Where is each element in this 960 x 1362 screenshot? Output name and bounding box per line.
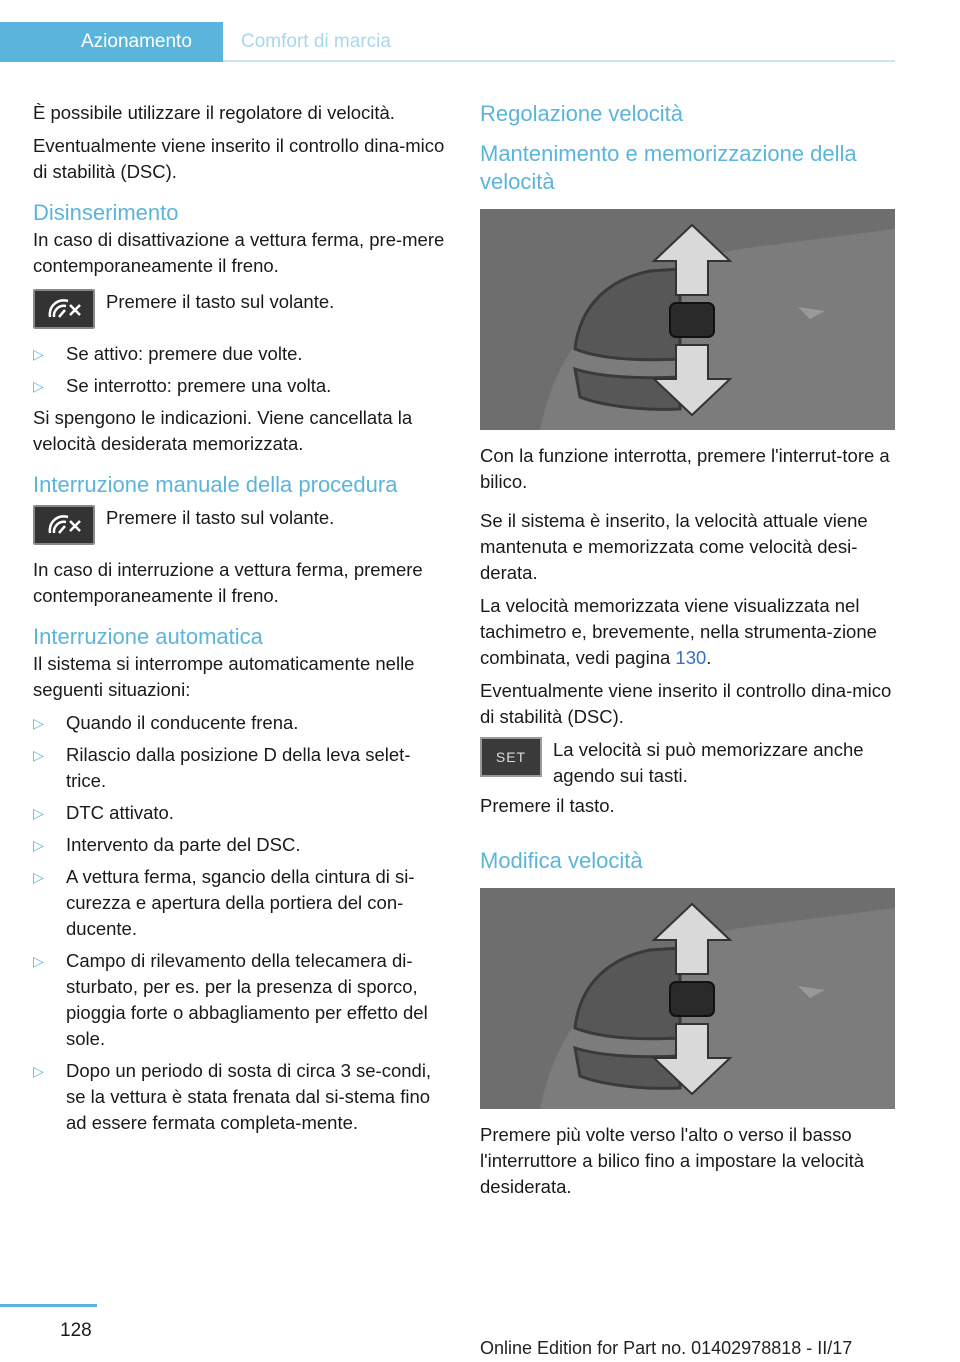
page-header — [0, 22, 895, 62]
steering-wheel-rocker-image — [480, 209, 895, 430]
header-rule — [223, 60, 895, 62]
icon-caption: La velocità si può memorizzare anche agendo sui tasti. — [553, 739, 864, 786]
paragraph-text: . — [706, 647, 712, 668]
paragraph: Con la funzione interrotta, premere l'interrut‐tore a bilico. — [480, 445, 890, 492]
bullet-list — [33, 341, 448, 399]
list-item — [33, 373, 448, 399]
list-item — [33, 341, 448, 367]
icon-row — [33, 505, 448, 545]
list-item — [33, 1058, 448, 1136]
list-item-text: Quando il conducente frena. — [66, 712, 299, 733]
icon-row — [480, 737, 895, 789]
paragraph: Premere il tasto. — [480, 795, 615, 816]
list-item — [33, 800, 448, 826]
bullet-icon: ▷ — [33, 346, 44, 362]
bullet-icon: ▷ — [33, 953, 44, 969]
list-item-text: A vettura ferma, sgancio della cintura di si‐curezza e apertura della portiera del con‐ducente. — [66, 866, 415, 939]
bullet-icon: ▷ — [33, 747, 44, 763]
bullet-icon: ▷ — [33, 715, 44, 731]
list-item — [33, 742, 448, 794]
set-button-icon: SET — [480, 737, 542, 777]
bullet-icon: ▷ — [33, 805, 44, 821]
bullet-icon: ▷ — [33, 837, 44, 853]
paragraph: In caso di disattivazione a vettura ferma, pre‐mere contemporaneamente il freno. — [33, 229, 445, 276]
paragraph: È possibile utilizzare il regolatore di velocità. — [33, 102, 395, 123]
list-item — [33, 864, 448, 942]
paragraph: Se il sistema è inserito, la velocità attuale viene mantenuta e memorizzata come velocità desi‐derata. — [480, 510, 868, 583]
left-column — [33, 100, 448, 1142]
heading-modifica-velocita: Modifica velocità — [480, 848, 643, 873]
steering-wheel-rocker-image — [480, 888, 895, 1109]
right-column — [480, 100, 895, 1207]
list-item-text: Dopo un periodo di sosta di circa 3 se‐condi, se la vettura è stata frenata dal si‐stema fino ad essere fermata completa‐mente. — [66, 1060, 432, 1133]
paragraph: Il sistema si interrompe automaticamente nelle seguenti situazioni: — [33, 653, 415, 700]
heading-regolazione-velocita: Regolazione velocità — [480, 101, 684, 126]
paragraph: Si spengono le indicazioni. Viene cancellata la velocità desiderata memorizzata. — [33, 407, 413, 454]
edition-note: Online Edition for Part no. 01402978818 - II/17 — [480, 1338, 853, 1358]
page-reference-link[interactable]: 130 — [675, 647, 707, 668]
list-item — [33, 948, 448, 1052]
list-item-text: Rilascio dalla posizione D della leva selet‐trice. — [66, 744, 411, 791]
list-item-text: Se interrotto: premere una volta. — [66, 375, 332, 396]
cruise-control-icon — [33, 505, 95, 545]
list-item — [33, 710, 448, 736]
list-item — [33, 832, 448, 858]
page-number: 128 — [60, 1320, 92, 1341]
section-tab-active: Azionamento — [0, 22, 223, 62]
paragraph-text: La velocità memorizzata viene visualizzata nel tachimetro e, brevemente, nella strumenta‐zione combinata, vedi pagina — [480, 595, 877, 668]
footer-rule — [0, 1304, 97, 1307]
heading-interruzione-manuale: Interruzione manuale della procedura — [33, 472, 398, 497]
paragraph: Eventualmente viene inserito il controllo dina‐mico di stabilità (DSC). — [33, 135, 445, 182]
bullet-icon: ▷ — [33, 378, 44, 394]
section-tab-inactive: Comfort di marcia — [241, 31, 391, 52]
paragraph: Premere più volte verso l'alto o verso il basso l'interruttore a bilico fino a impostare la velocità desiderata. — [480, 1124, 864, 1197]
icon-row — [33, 289, 448, 329]
list-item-text: DTC attivato. — [66, 802, 174, 823]
cruise-control-icon — [33, 289, 95, 329]
heading-interruzione-automatica: Interruzione automatica — [33, 624, 263, 649]
bullet-icon: ▷ — [33, 869, 44, 885]
list-item-text: Se attivo: premere due volte. — [66, 343, 303, 364]
heading-disinserimento: Disinserimento — [33, 200, 179, 225]
paragraph — [480, 593, 895, 671]
heading-mantenimento: Mantenimento e memorizzazione della velocità — [480, 141, 857, 194]
bullet-list — [33, 710, 448, 1136]
icon-caption: Premere il tasto sul volante. — [106, 291, 335, 312]
paragraph: In caso di interruzione a vettura ferma, premere contemporaneamente il freno. — [33, 559, 423, 606]
paragraph: Eventualmente viene inserito il controllo dina‐mico di stabilità (DSC). — [480, 680, 892, 727]
icon-caption: Premere il tasto sul volante. — [106, 507, 335, 528]
list-item-text: Campo di rilevamento della telecamera di‐sturbato, per es. per la presenza di sporco, pioggia forte o abbagliamento per effetto del sole. — [66, 950, 428, 1049]
bullet-icon: ▷ — [33, 1063, 44, 1079]
list-item-text: Intervento da parte del DSC. — [66, 834, 301, 855]
